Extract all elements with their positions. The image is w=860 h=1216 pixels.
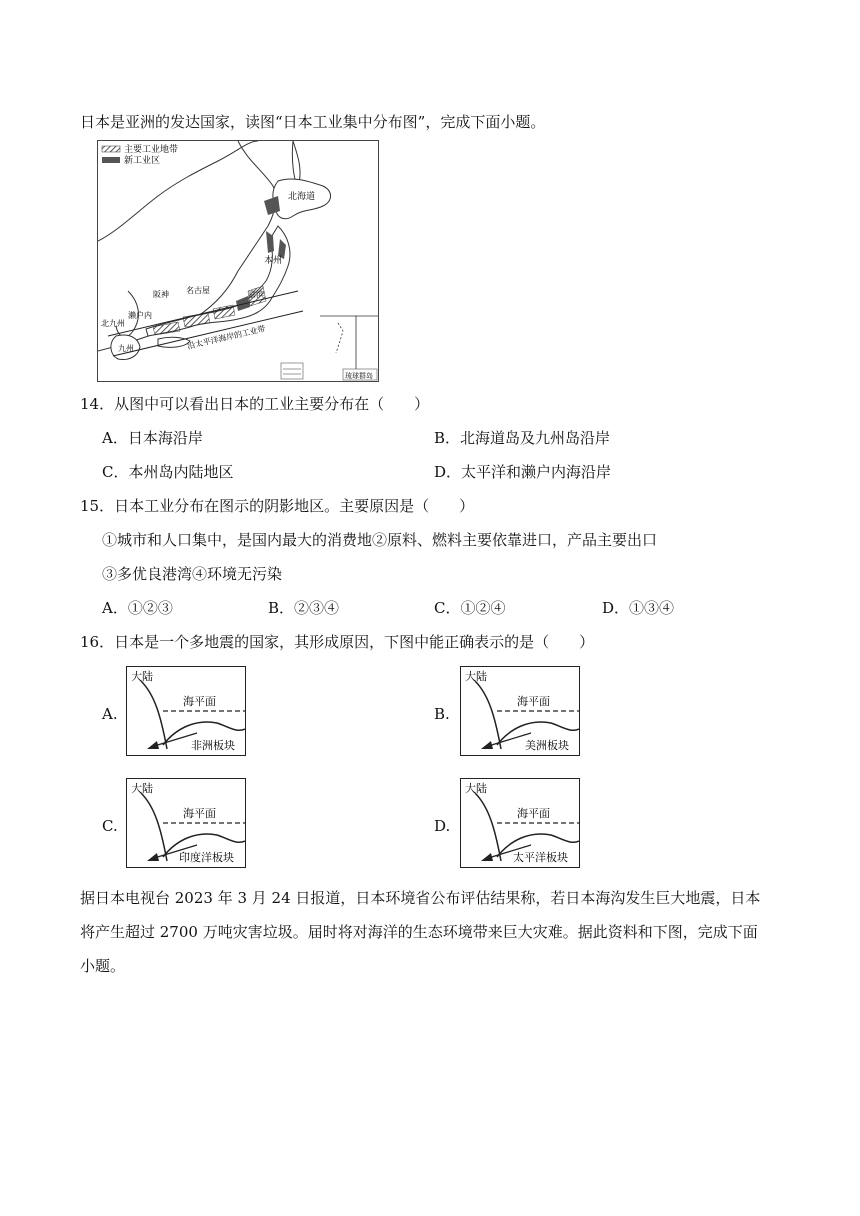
label-hanshin: 阪神 [153,290,169,299]
land-label-c: 大陆 [131,782,153,795]
label-hokkaido: 北海道 [288,192,316,202]
sea-label-a: 海平面 [183,695,216,708]
label-keihin: 京滨 [248,290,264,299]
q14-option-a[interactable]: A．日本海沿岸 [102,429,203,447]
land-label-b: 大陆 [465,670,487,683]
legend-main: 主要工业地带 [124,145,179,155]
map-graphic [98,141,378,381]
q16-option-b-letter[interactable]: B. [434,705,450,723]
land-label-d: 大陆 [465,782,487,795]
q15-option-a[interactable]: A．①②③ [102,599,173,617]
label-ryukyu: 琉球群岛 [345,372,373,380]
q15-option-d[interactable]: D．①③④ [602,599,675,617]
legend-dark-swatch [102,157,120,163]
plate-label-c: 印度洋板块 [179,851,234,864]
q16-stem: 16．日本是一个多地震的国家，其形成原因，下图中能正确表示的是（ ） [80,633,595,651]
q15-statement-1: ①城市和人口集中，是国内最大的消费地②原料、燃料主要依靠进口，产品主要出口 [102,531,658,549]
intro-text: 日本是亚洲的发达国家，读图“日本工业集中分布图”，完成下面小题。 [80,113,546,131]
q14-option-c[interactable]: C．本州岛内陆地区 [102,463,234,481]
label-kitakyushu: 北九州 [101,319,125,328]
plate-label-b: 美洲板块 [525,739,569,752]
sea-label-c: 海平面 [183,807,216,820]
q16-diagram-d[interactable] [460,778,580,868]
q15-option-c[interactable]: C．①②④ [434,599,506,617]
q16-option-a-letter[interactable]: A. [102,705,118,723]
q16-diagram-c[interactable] [126,778,246,868]
label-setouchi: 濑户内 [128,311,152,320]
q16-diagram-b[interactable] [460,666,580,756]
land-label-a: 大陆 [131,670,153,683]
q14-option-d[interactable]: D．太平洋和濑户内海沿岸 [434,463,612,481]
q15-option-b[interactable]: B．②③④ [268,599,340,617]
q14-option-b[interactable]: B．北海道岛及九州岛沿岸 [434,429,611,447]
label-kyushu: 九州 [118,344,134,353]
passage-line-1: 据日本电视台 2023 年 3 月 24 日报道，日本环境省公布评估结果称，若日本海沟发生巨大地震，日本 [80,889,761,907]
plate-label-d: 太平洋板块 [513,851,568,864]
passage-line-3: 小题。 [80,957,126,975]
label-honshu: 本州 [264,256,283,266]
sea-label-b: 海平面 [517,695,550,708]
label-nagoya: 名古屋 [186,286,210,295]
legend-hatch-swatch [102,146,120,152]
sea-label-d: 海平面 [517,807,550,820]
legend-new: 新工业区 [124,156,161,166]
q16-option-d-letter[interactable]: D. [434,817,451,835]
label-pacific-belt: 沿太平洋海岸的工业带 [186,324,267,351]
q16-diagram-a[interactable] [126,666,246,756]
q15-statement-2: ③多优良港湾④环境无污染 [102,565,283,583]
japan-industry-map [97,140,379,382]
q16-option-c-letter[interactable]: C. [102,817,118,835]
q15-stem: 15．日本工业分布在图示的阴影地区。主要原因是（ ） [80,497,475,515]
plate-label-a: 非洲板块 [191,739,235,752]
passage-line-2: 将产生超过 2700 万吨灾害垃圾。届时将对海洋的生态环境带来巨大灾难。据此资料和下图，完成下面 [80,923,758,941]
q14-stem: 14．从图中可以看出日本的工业主要分布在（ ） [80,395,430,413]
